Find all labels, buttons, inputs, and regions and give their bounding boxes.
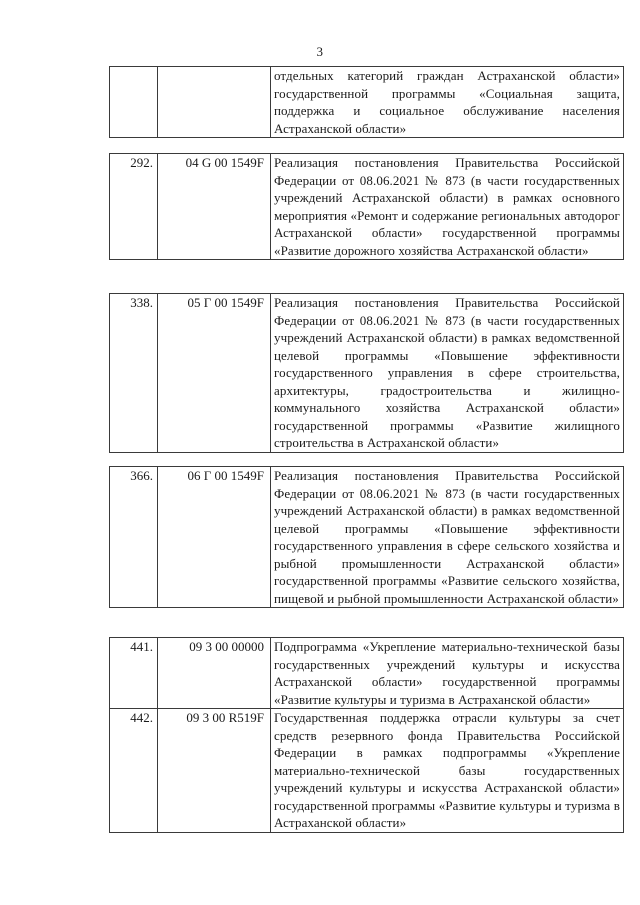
row-number: 442. (110, 709, 158, 833)
row-number: 366. (110, 467, 158, 608)
budget-code: 04 G 00 1549F (158, 154, 271, 260)
table-row (110, 154, 624, 260)
budget-table-continuation (109, 66, 624, 138)
budget-code: 06 Г 00 1549F (158, 467, 271, 608)
budget-table-366 (109, 466, 624, 608)
budget-code: 05 Г 00 1549F (158, 294, 271, 453)
row-number (110, 67, 158, 138)
table-row (110, 638, 624, 709)
table-row (110, 709, 624, 833)
budget-code (158, 67, 271, 138)
budget-table-441-442 (109, 637, 624, 833)
table-row (110, 467, 624, 608)
row-number: 292. (110, 154, 158, 260)
row-description: Реализация постановления Правительства Российской Федерации от 08.06.2021 № 873 (в части государственных учреждений Астраханской области) в рамках ведомственной целевой программы «Повышение эффективности государственного управления в сфере строительства, архитектуры, градостроительства и жилищно-коммунального хозяйства Астраханской области» государственной программы «Развитие жилищного строительства в Астраханской области» (271, 294, 624, 453)
budget-code: 09 3 00 R519F (158, 709, 271, 833)
budget-table-292 (109, 153, 624, 260)
page-number: 3 (316, 44, 324, 59)
table-row (110, 294, 624, 453)
budget-table-338 (109, 293, 624, 453)
row-description: Государственная поддержка отрасли культуры за счет средств резервного фонда Правительства Российской Федерации в рамках подпрограммы «Укрепление материально-технической базы государственных учреждений культуры и искусства Астраханской области» государственной программы «Развитие культуры и туризма в Астраханской области» (271, 709, 624, 833)
row-description: отдельных категорий граждан Астраханской области» государственной программы «Социальная защита, поддержка и социальное обслуживание населения Астраханской области» (271, 67, 624, 138)
table-row (110, 67, 624, 138)
row-number: 441. (110, 638, 158, 709)
row-description: Реализация постановления Правительства Российской Федерации от 08.06.2021 № 873 (в части государственных учреждений Астраханской области) в рамках основного мероприятия «Ремонт и содержание региональных автодорог Астраханской области» государственной программы «Развитие дорожного хозяйства Астраханской области» (271, 154, 624, 260)
row-number: 338. (110, 294, 158, 453)
row-description: Реализация постановления Правительства Российской Федерации от 08.06.2021 № 873 (в части государственных учреждений Астраханской области) в рамках ведомственной целевой программы «Повышение эффективности государственного управления в сфере сельского хозяйства и рыбной промышленности Астраханской области» государственной программы «Развитие сельского хозяйства, пищевой и рыбной промышленности Астраханской области» (271, 467, 624, 608)
row-description: Подпрограмма «Укрепление материально-технической базы государственных учреждений культуры и искусства Астраханской области» государственной программы «Развитие культуры и туризма в Астраханской области» (271, 638, 624, 709)
budget-code: 09 3 00 00000 (158, 638, 271, 709)
